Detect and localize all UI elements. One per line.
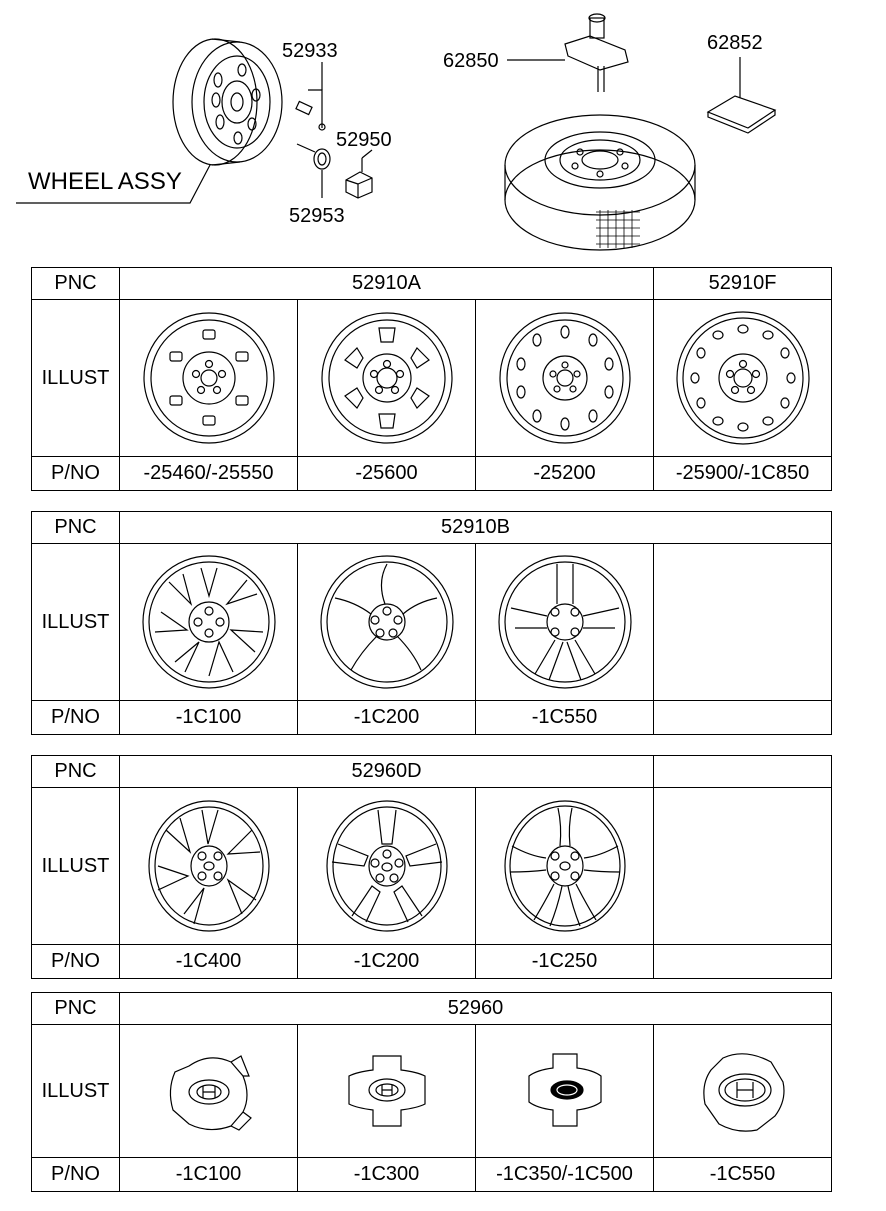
callout-52933: 52933 (282, 40, 338, 62)
part-number: -1C250 (476, 945, 654, 979)
pno-label: P/NO (32, 945, 120, 979)
steel-wheel-illustration (317, 308, 457, 448)
illust-cell (298, 544, 476, 701)
washer-drawing (314, 149, 330, 169)
part-number (654, 701, 832, 735)
callout-62852: 62852 (707, 32, 763, 54)
part-number: -1C100 (120, 1158, 298, 1192)
alloy-wheel-illustration (139, 552, 279, 692)
alloy-wheel-illustration (495, 552, 635, 692)
illust-label: ILLUST (32, 1025, 120, 1158)
illust-cell (298, 788, 476, 945)
illust-cell (654, 300, 832, 457)
alloy-wheel-illustration (144, 796, 274, 936)
pno-label: P/NO (32, 701, 120, 735)
illust-cell (120, 1025, 298, 1158)
callout-52950: 52950 (336, 129, 392, 151)
illust-cell (120, 300, 298, 457)
illust-cell (120, 788, 298, 945)
alloy-wheel-illustration (500, 796, 630, 936)
parts-table-52960 (31, 992, 832, 1192)
pnc-label: PNC (32, 512, 120, 544)
steel-wheel-drawing (173, 39, 282, 165)
pnc-label: PNC (32, 268, 120, 300)
pno-label: P/NO (32, 1158, 120, 1192)
part-number: -1C550 (654, 1158, 832, 1192)
part-number: -25600 (298, 457, 476, 491)
steel-wheel-illustration (495, 308, 635, 448)
illust-cell (654, 1025, 832, 1158)
parts-table-52960d (31, 755, 832, 979)
pnc-value: 52910A (120, 268, 654, 300)
alloy-wheel-illustration (317, 552, 457, 692)
part-number: -25460/-25550 (120, 457, 298, 491)
illust-cell (120, 544, 298, 701)
illust-cell (476, 1025, 654, 1158)
callout-wheel-assy: WHEEL ASSY (28, 168, 182, 195)
part-number: -1C400 (120, 945, 298, 979)
part-number: -1C550 (476, 701, 654, 735)
pnc-value-empty (654, 756, 832, 788)
parts-table-52910a (31, 267, 832, 491)
hub-cap-illustration (693, 1046, 793, 1136)
callout-52953: 52953 (289, 205, 345, 227)
steel-wheel-illustration (673, 308, 813, 448)
hub-cap-illustration (515, 1046, 615, 1136)
valve-drawing (296, 62, 325, 130)
pnc-value: 52960 (120, 993, 832, 1025)
part-number: -1C200 (298, 945, 476, 979)
illust-cell-empty (654, 544, 832, 701)
lug-nut-drawing (346, 150, 372, 198)
alloy-wheel-illustration (322, 796, 452, 936)
illust-cell (476, 300, 654, 457)
part-number: -25900/-1C850 (654, 457, 832, 491)
steel-wheel-illustration (139, 308, 279, 448)
pno-label: P/NO (32, 457, 120, 491)
part-number: -1C200 (298, 701, 476, 735)
pnc-label: PNC (32, 756, 120, 788)
illust-label: ILLUST (32, 300, 120, 457)
illust-cell (298, 300, 476, 457)
part-number: -1C100 (120, 701, 298, 735)
spare-tire-drawing (505, 115, 695, 250)
illust-cell (476, 788, 654, 945)
part-number: -25200 (476, 457, 654, 491)
pad-drawing (708, 57, 775, 133)
callout-62850: 62850 (443, 50, 499, 72)
illust-label: ILLUST (32, 544, 120, 701)
hub-cap-illustration (159, 1046, 259, 1136)
parts-table-52910b (31, 511, 832, 735)
pnc-label: PNC (32, 993, 120, 1025)
bracket-drawing (507, 14, 628, 92)
illust-label: ILLUST (32, 788, 120, 945)
pnc-value: 52910B (120, 512, 832, 544)
illust-cell (298, 1025, 476, 1158)
pnc-value: 52910F (654, 268, 832, 300)
illust-cell (476, 544, 654, 701)
part-number: -1C350/-1C500 (476, 1158, 654, 1192)
part-number (654, 945, 832, 979)
pnc-value: 52960D (120, 756, 654, 788)
hub-cap-illustration (337, 1046, 437, 1136)
illust-cell-empty (654, 788, 832, 945)
part-number: -1C300 (298, 1158, 476, 1192)
